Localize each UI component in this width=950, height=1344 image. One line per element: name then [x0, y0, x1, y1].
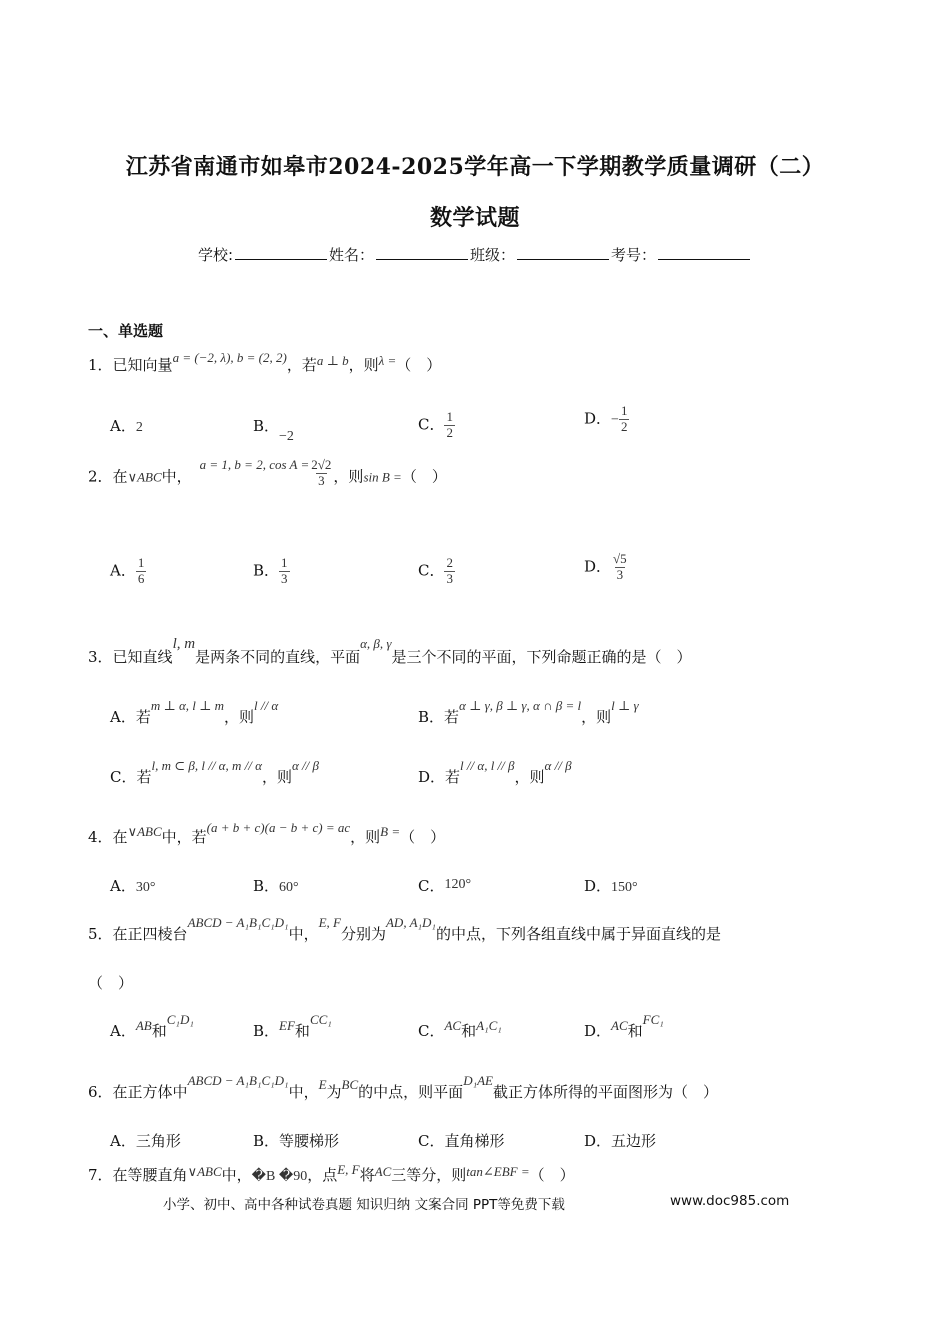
- q2-option-a: A． $\frac{1}{6}$: [110, 555, 145, 586]
- question-number: 1．: [88, 356, 113, 374]
- answer-paren: （ ）: [396, 356, 442, 374]
- section-title: 一、单选题: [88, 322, 164, 340]
- question-7: 7．在等腰直角∨ABC中，�B �90，点E, F将AC三等分，则tan∠EBF =（ ）: [88, 1162, 575, 1184]
- q2-option-d: D． $\frac{√5}{3}$: [584, 551, 627, 582]
- exam-title-line1: 江苏省南通市如皋市2024-2025学年高一下学期教学质量调研（二）: [125, 154, 825, 180]
- q5-option-b: B．EF和CC₁: [253, 1012, 332, 1040]
- question-text: ，若: [286, 356, 317, 374]
- class-blank: [517, 245, 609, 260]
- q6-option-a: A．三角形: [110, 1132, 181, 1150]
- q3-option-b: B．若α ⊥ γ, β ⊥ γ, α ∩ β = l，则l ⊥ γ: [418, 698, 639, 726]
- q1-option-a: A．2: [110, 417, 143, 435]
- exam-title-line2: 数学试题: [429, 205, 520, 231]
- name-blank: [376, 245, 468, 260]
- q3-option-d: D．若l // α, l // β，则α // β: [418, 758, 572, 786]
- class-label: 班级：: [470, 246, 516, 264]
- footer-url[interactable]: www.doc985.com: [670, 1193, 790, 1209]
- exam-number-blank: [658, 245, 750, 260]
- q4-option-a: A．30°: [110, 877, 156, 895]
- math-expression: λ =: [378, 353, 397, 368]
- school-blank: [235, 245, 327, 260]
- math-expression: a ⊥ b: [316, 353, 349, 368]
- q5-option-d: D．AC和FC₁: [584, 1012, 664, 1040]
- student-info-line: [0, 244, 950, 265]
- exam-number-label: 考号：: [611, 246, 657, 264]
- q2-option-b: B． $\frac{1}{3}$: [253, 555, 288, 586]
- question-3: 3．已知直线l, m是两条不同的直线，平面α, β, γ是三个不同的平面，下列命题正确的是（ ）: [88, 636, 692, 666]
- footer-ad-text: 小学、初中、高中各种试卷真题 知识归纳 文案合同 PPT等免费下载: [163, 1197, 565, 1213]
- q4-option-c: C．120°: [418, 877, 472, 895]
- q5-option-a: A．AB和C₁D₁: [110, 1012, 194, 1040]
- question-text: ，则: [348, 356, 379, 374]
- q4-option-d: D．150°: [584, 877, 638, 895]
- question-1: [88, 350, 442, 375]
- q1-option-c: C． $\frac{1}{2}$: [418, 409, 453, 440]
- q3-option-c: C．若l, m ⊂ β, l // α, m // α，则α // β: [110, 758, 319, 786]
- q5-option-c: C．AC和A₁C₁: [418, 1018, 502, 1040]
- name-label: 姓名：: [329, 246, 375, 264]
- q6-option-d: D．五边形: [584, 1132, 657, 1150]
- question-5: 5．在正四棱台ABCD − A₁B₁C₁D₁中，E, F分别为AD, A₁D₁的中点，下列各组直线中属于异面直线的是: [88, 915, 721, 943]
- question-6: 6．在正方体中ABCD − A₁B₁C₁D₁中，E为BC的中点，则平面D₁AE截正方体所得的平面图形为（ ）: [88, 1073, 718, 1101]
- q5-paren: （ ）: [88, 974, 134, 992]
- q3-option-a: A．若m ⊥ α, l ⊥ m，则l // α: [110, 698, 279, 726]
- q1-option-d: D．− $\frac{1}{2}$: [584, 403, 628, 434]
- q1-option-b: B．−2: [253, 417, 294, 444]
- question-text: 已知向量: [112, 356, 173, 374]
- question-2: 2．在∨ABC中，a = 1, b = 2, cos A = $\frac{2√2}{3}$ ，则sin B =（ ）: [88, 457, 447, 488]
- q6-option-b: B．等腰梯形: [253, 1132, 340, 1150]
- q2-option-c: C． $\frac{2}{3}$: [418, 555, 453, 586]
- school-label: 学校:: [197, 246, 233, 264]
- question-4: 4．在∨ABC中，若(a + b + c)(a − b + c) = ac，则B =（ ）: [88, 820, 446, 846]
- q4-option-b: B．60°: [253, 877, 299, 895]
- q6-option-c: C．直角梯形: [418, 1132, 505, 1150]
- math-expression: a = (−2, λ), b = (2, 2): [172, 350, 287, 365]
